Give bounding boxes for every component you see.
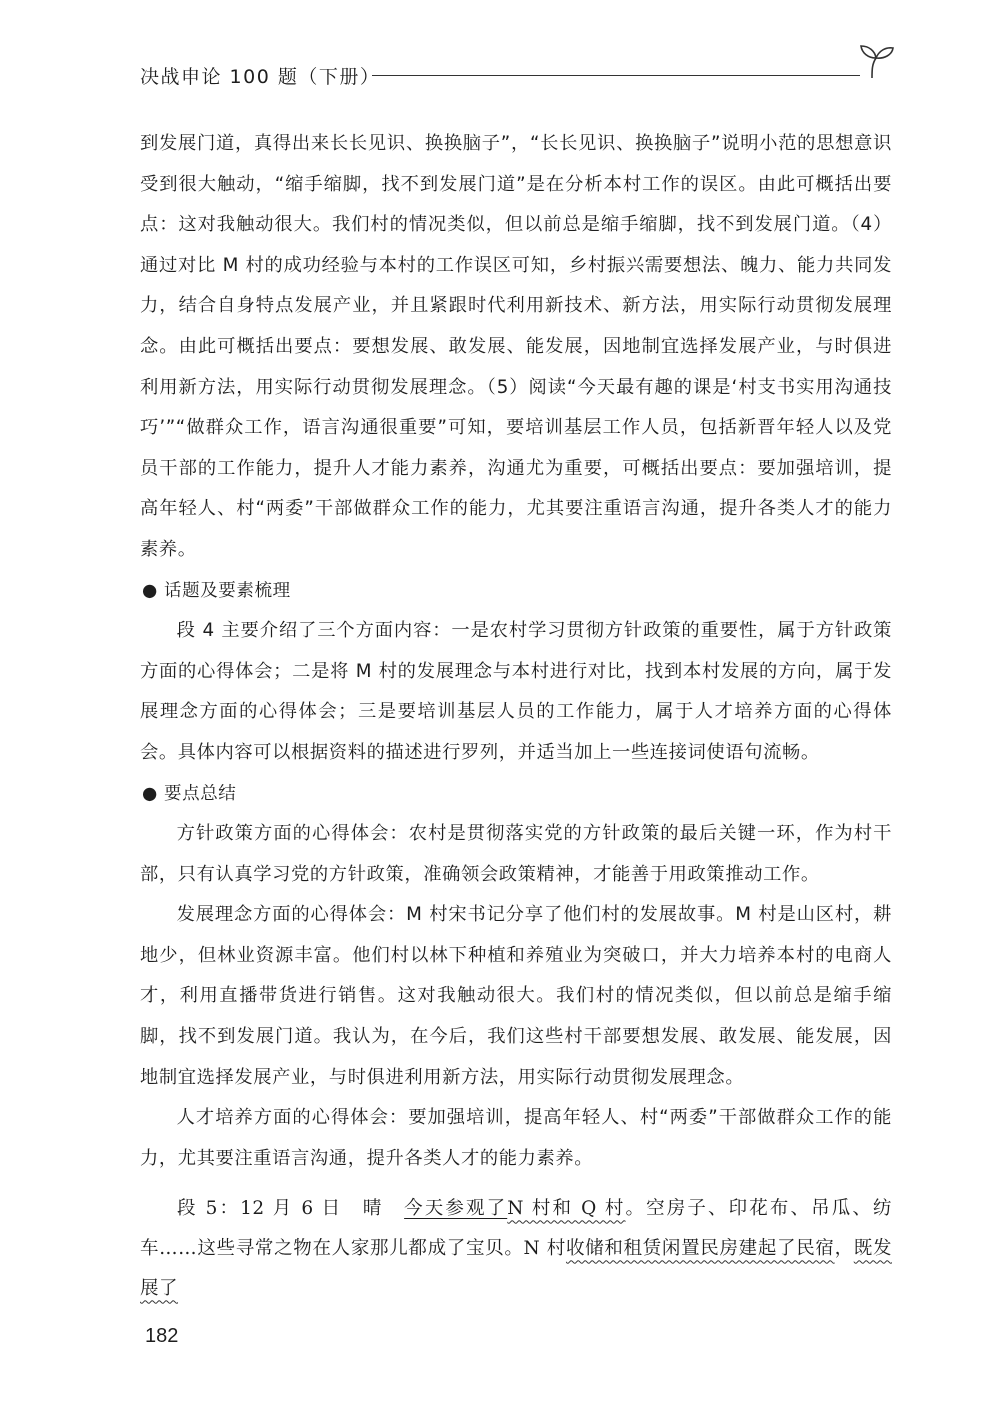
diary-wavy-phrase: 既发展了 [140,1238,892,1300]
diary-lead: 段 5：12 月 6 日 晴 [177,1198,405,1220]
book-title: 决战申论 100 题（下册） [140,66,381,88]
summary-heading-text: 要点总结 [164,783,237,804]
running-header [140,58,900,98]
header-rule [372,75,860,76]
diary-paragraph [140,1189,892,1309]
bullet-icon: ● [142,783,158,804]
summary-item-development: 发展理念方面的心得体会：M 村宋书记分享了他们村的发展故事。M 村是山区村，耕地少，但林业资源丰富。他们村以林下种植和养殖业为突破口，并大力培养本村的电商人才，利用直播带货进行销售。这对我触动很大。我们村的情况类似，但以前总是缩手缩脚，找不到发展门道。我认为，在今后，我们这些村干部要想发展、敢发展、能发展，因地制宜选择发展产业，与时俱进利用新方法，用实际行动贯彻发展理念。 [140,904,892,1088]
page-number: 182 [145,1325,179,1347]
topics-heading [140,571,892,612]
sprout-icon [852,42,896,82]
diary-text: 。空房子、印花布、吊瓜、纺车……这些寻常之物在人家那儿都成了宝贝。N 村 [140,1198,892,1260]
summary-item-talent: 人才培养方面的心得体会：要加强培训，提高年轻人、村“两委”干部做群众工作的能力，尤其要注重语言沟通，提升各类人才的能力素养。 [140,1107,892,1169]
bullet-icon: ● [142,580,158,601]
diary-wavy-phrase: 收储和租赁闲置民房建起了民宿 [565,1238,835,1260]
analysis-paragraph: 到发展门道，真得出来长长见识、换换脑子”，“长长见识、换换脑子”说明小范的思想意识受到很大触动，“缩手缩脚，找不到发展门道”是在分析本村工作的误区。由此可概括出要点：这对我触动很大。我们村的情况类似，但以前总是缩手缩脚，找不到发展门道。（4）通过对比 M 村的成功经验与本村的工作误区可知，乡村振兴需要想法、魄力、能力共同发力，结合自身特点发展产业，并且紧跟时代利用新技术、新方法，用实际行动贯彻发展理念。由此可概括出要点：要想发展、敢发展、能发展，因地制宜选择发展产业，与时俱进利用新方法，用实际行动贯彻发展理念。（5）阅读“今天最有趣的课是‘村支书实用沟通技巧’”“做群众工作，语言沟通很重要”可知，要培训基层工作人员，包括新晋年轻人以及党员干部的工作能力，提升人才能力素养，沟通尤为重要，可概括出要点：要加强培训，提高年轻人、村“两委”干部做群众工作的能力，尤其要注重语言沟通，提升各类人才的能力素养。 [140,133,892,560]
diary-underlined-phrase: 今天参观了 [404,1198,508,1220]
page-content [140,124,892,1309]
diary-text: ， [834,1238,854,1260]
topics-heading-text: 话题及要素梳理 [164,580,291,601]
diary-wavy-phrase: N 村和 Q 村 [507,1198,626,1220]
summary-heading [140,774,892,815]
summary-item-policy: 方针政策方面的心得体会：农村是贯彻落实党的方针政策的最后关键一环，作为村干部，只有认真学习党的方针政策，准确领会政策精神，才能善于用政策推动工作。 [140,823,892,885]
topics-paragraph: 段 4 主要介绍了三个方面内容：一是农村学习贯彻方针政策的重要性，属于方针政策方面的心得体会；二是将 M 村的发展理念与本村进行对比，找到本村发展的方向，属于发展理念方面的心得体会；三是要培训基层人员的工作能力，属于人才培养方面的心得体会。具体内容可以根据资料的描述进行罗列，并适当加上一些连接词使语句流畅。 [140,620,892,763]
